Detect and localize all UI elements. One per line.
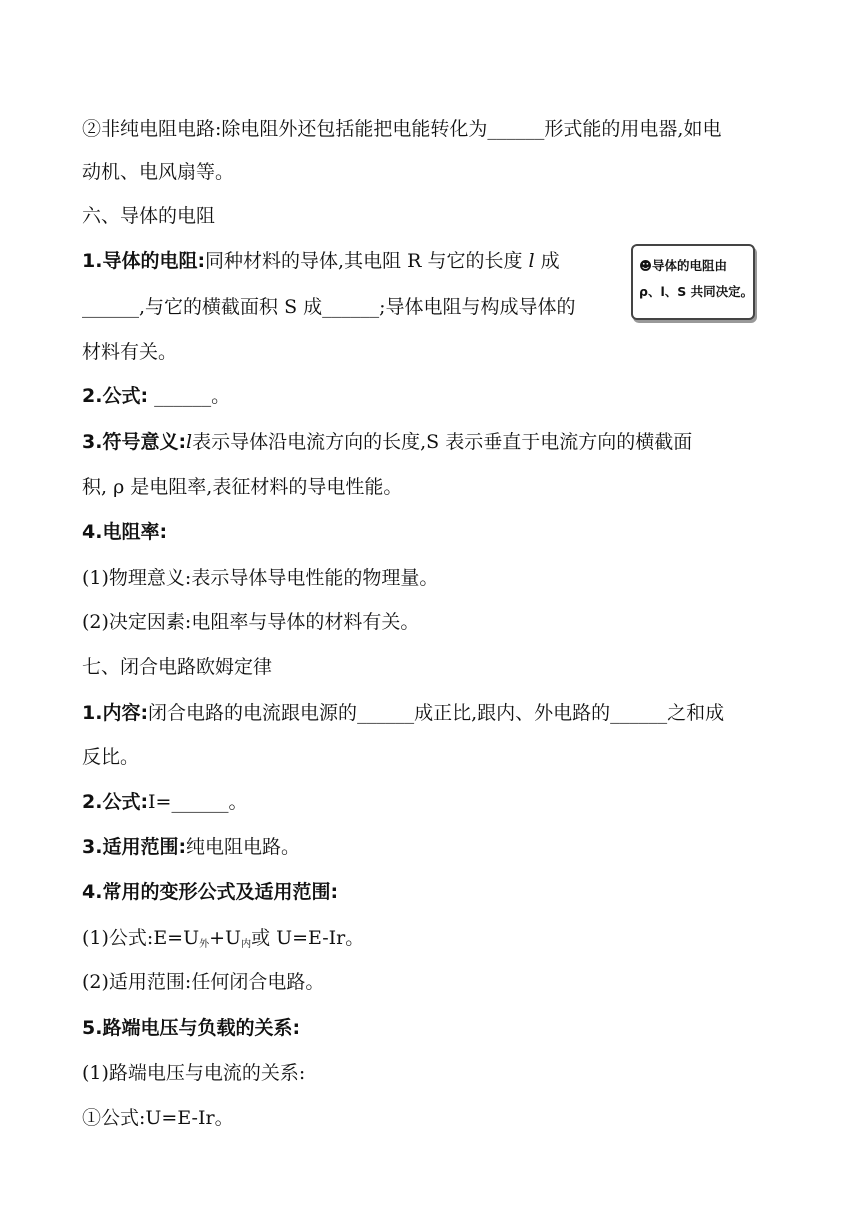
item-label: 2.公式:: [82, 791, 149, 813]
item-label: 3.符号意义:: [82, 431, 187, 453]
s7-item1-line1: [82, 701, 724, 725]
answer-blank: ______: [487, 118, 545, 140]
item-label: 1.导体的电阻:: [82, 250, 206, 272]
text: 成正比,跟内、外电路的: [414, 702, 611, 724]
s7-item2: [82, 790, 248, 814]
p1-line2: 动机、电风扇等。: [82, 161, 235, 183]
text: 成: [540, 250, 560, 272]
s6-item4-sub1: (1)物理意义:表示导体导电性能的物理量。: [82, 567, 439, 589]
s6-item1-line1: [82, 249, 560, 273]
item-label: 1.内容:: [82, 702, 149, 724]
s7-item4-sub1: [82, 926, 364, 957]
text: 或 U=E-Ir。: [251, 927, 365, 949]
item-label: 2.公式:: [82, 385, 149, 407]
s7-item5-label: 5.路端电压与负载的关系:: [82, 1017, 301, 1039]
section-7-heading: 七、闭合电路欧姆定律: [82, 656, 273, 678]
s7-item1-line2: 反比。: [82, 746, 140, 768]
text: 纯电阻电路。: [186, 836, 301, 858]
text: 表示导体沿电流方向的长度,S 表示垂直于电流方向的横截面: [192, 431, 693, 453]
text: ②非纯电阻电路:除电阻外还包括能把电能转化为: [82, 118, 488, 140]
text: ;导体电阻与构成导体的: [379, 296, 576, 318]
text: 闭合电路的电流跟电源的: [148, 702, 358, 724]
answer-blank: ______: [171, 791, 229, 813]
answer-blank: ______: [610, 702, 668, 724]
s7-item5-sub2: ①公式:U=E-Ir。: [82, 1107, 234, 1129]
p1-line1: [82, 117, 721, 141]
s6-item4-sub2: (2)决定因素:电阻率与导体的材料有关。: [82, 611, 420, 633]
s7-item4-sub2: (2)适用范围:任何闭合电路。: [82, 971, 325, 993]
s7-item5-sub1: (1)路端电压与电流的关系:: [82, 1062, 306, 1084]
s6-item2: [82, 384, 230, 408]
text: 形式能的用电器,如电: [544, 118, 722, 140]
side-note-box: [631, 244, 755, 320]
s6-item4-label: 4.电阻率:: [82, 521, 168, 543]
text: +U: [209, 927, 242, 949]
subscript: 内: [241, 939, 252, 950]
s6-item1-line3: 材料有关。: [82, 341, 178, 363]
s6-item3-line2: 积, ρ 是电阻率,表征材料的导电性能。: [82, 476, 403, 498]
text: ,与它的横截面积 S 成: [139, 296, 323, 318]
answer-blank: ______: [82, 296, 139, 318]
text: 同种材料的导体,其电阻 R 与它的长度: [205, 250, 523, 272]
text: 。: [228, 791, 248, 813]
s6-item3-line1: [82, 430, 692, 454]
s7-item3: [82, 835, 300, 859]
s6-item1-line2: [82, 295, 576, 319]
s7-item4-label: 4.常用的变形公式及适用范围:: [82, 881, 339, 903]
text: I=: [148, 791, 172, 813]
text: 。: [211, 385, 231, 407]
text: 之和成: [667, 702, 725, 724]
answer-blank: ______: [322, 296, 380, 318]
symbol-l: l: [186, 431, 193, 453]
answer-blank: ______: [357, 702, 415, 724]
subscript: 外: [199, 939, 210, 950]
note-line: ☻导体的电阻由: [639, 258, 728, 273]
symbol-l: l: [528, 250, 535, 272]
text: (1)公式:E=U: [82, 927, 200, 949]
section-6-heading: 六、导体的电阻: [82, 205, 216, 227]
answer-blank: ______: [154, 385, 212, 407]
item-label: 3.适用范围:: [82, 836, 187, 858]
note-line: ρ、l、S 共同决定。: [639, 284, 754, 299]
